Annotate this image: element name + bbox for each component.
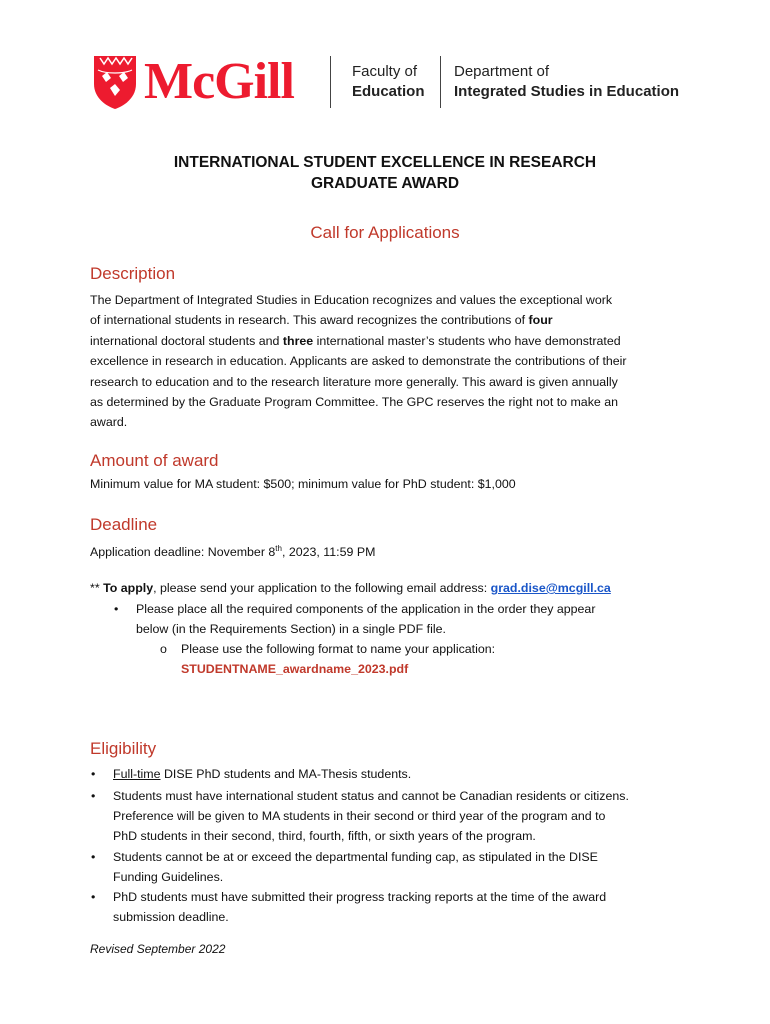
underlined-text: Full-time (113, 767, 161, 781)
description-line: The Department of Integrated Studies in Education recognizes and values the exceptional work (90, 293, 613, 307)
bullet-icon: • (114, 602, 119, 616)
description-line: research to education and to the research literature more generally. This award is given annually (90, 374, 618, 389)
mcgill-crest-icon (92, 54, 138, 110)
bullet-icon: • (91, 850, 96, 864)
header-logo-block (92, 54, 692, 114)
description-paragraph (90, 290, 680, 433)
title-line2: GRADUATE AWARD (310, 175, 460, 192)
text-span: of international students in research. This award recognizes the contributions of (90, 313, 529, 328)
list-item (160, 640, 691, 680)
description-line: as determined by the Graduate Program Committee. The GPC reserves the right not to make an (90, 395, 618, 410)
eligibility-heading: Eligibility (90, 739, 157, 758)
apply-bold: To apply (103, 581, 154, 595)
bullet-line: PhD students in their second, third, fourth, fifth, or sixth years of the program. (113, 828, 536, 843)
bullet-line: Please place all the required components of the application in the order they appear (136, 602, 596, 616)
header-divider (330, 56, 331, 108)
list-item (91, 888, 693, 928)
text-span: ** (90, 581, 104, 595)
deadline-text (90, 539, 680, 563)
call-for-applications: Call for Applications (310, 223, 460, 242)
list-item (91, 765, 693, 785)
emphasis-four: four (528, 313, 553, 328)
apply-instructions (90, 578, 680, 598)
emphasis-three: three (282, 333, 314, 348)
description-line (90, 310, 680, 330)
deadline-heading: Deadline (90, 515, 158, 534)
text-span: Application deadline: November 8 (90, 545, 276, 560)
faculty-line2: Education (352, 83, 425, 100)
revision-note: Revised September 2022 (90, 942, 226, 956)
bullet-icon: • (91, 890, 96, 904)
faculty-line1: Faculty of (352, 63, 418, 80)
text-span: , please send your application to the following email address: (153, 581, 491, 595)
department-line1: Department of (454, 63, 550, 80)
bullet-line: submission deadline. (113, 909, 229, 924)
bullet-line: PhD students must have submitted their progress tracking reports at the time of the award (113, 890, 607, 904)
faculty-label (352, 62, 425, 102)
bullet-icon: • (91, 789, 96, 803)
description-heading: Description (90, 264, 176, 283)
email-link[interactable]: grad.dise@mcgill.ca (490, 581, 611, 595)
text-span: international master’s students who have demonstrated (313, 333, 621, 348)
header-divider (440, 56, 441, 108)
department-label (454, 62, 679, 102)
bullet-line: Students must have international student status and cannot be Canadian residents or citizens. (113, 789, 629, 803)
bullet-icon: • (91, 767, 96, 781)
document-title (90, 152, 680, 194)
ordinal-suffix: th (275, 544, 282, 553)
bullet-line: Students cannot be at or exceed the departmental funding cap, as stipulated in the DISE (113, 850, 598, 864)
bullet-line: below (in the Requirements Section) in a single PDF file. (136, 621, 446, 636)
text-span: international doctoral students and (90, 333, 283, 348)
filename-format: STUDENTNAME_awardname_2023.pdf (181, 661, 409, 676)
list-item (91, 787, 693, 846)
sub-bullet-icon: o (160, 642, 167, 656)
bullet-line: Funding Guidelines. (113, 869, 224, 884)
description-line: excellence in research in education. Applicants are asked to demonstrate the contributions of their (90, 354, 627, 369)
department-line2: Integrated Studies in Education (454, 83, 680, 100)
list-item (114, 600, 696, 640)
bullet-line: Please use the following format to name your application: (181, 642, 496, 656)
title-line1: INTERNATIONAL STUDENT EXCELLENCE IN RESEARCH (173, 154, 597, 171)
description-line: award. (90, 415, 128, 430)
amount-heading: Amount of award (90, 451, 219, 470)
bullet-line: Preference will be given to MA students in their second or third year of the program and to (113, 808, 606, 823)
brand-wordmark: McGill (144, 53, 294, 110)
text-span: DISE PhD students and MA-Thesis students. (160, 767, 412, 781)
text-span: , 2023, 11:59 PM (281, 545, 376, 560)
amount-text: Minimum value for MA student: $500; minimum value for PhD student: $1,000 (90, 477, 516, 491)
description-line (90, 331, 680, 351)
list-item (91, 848, 693, 888)
bullet-line (113, 765, 693, 785)
